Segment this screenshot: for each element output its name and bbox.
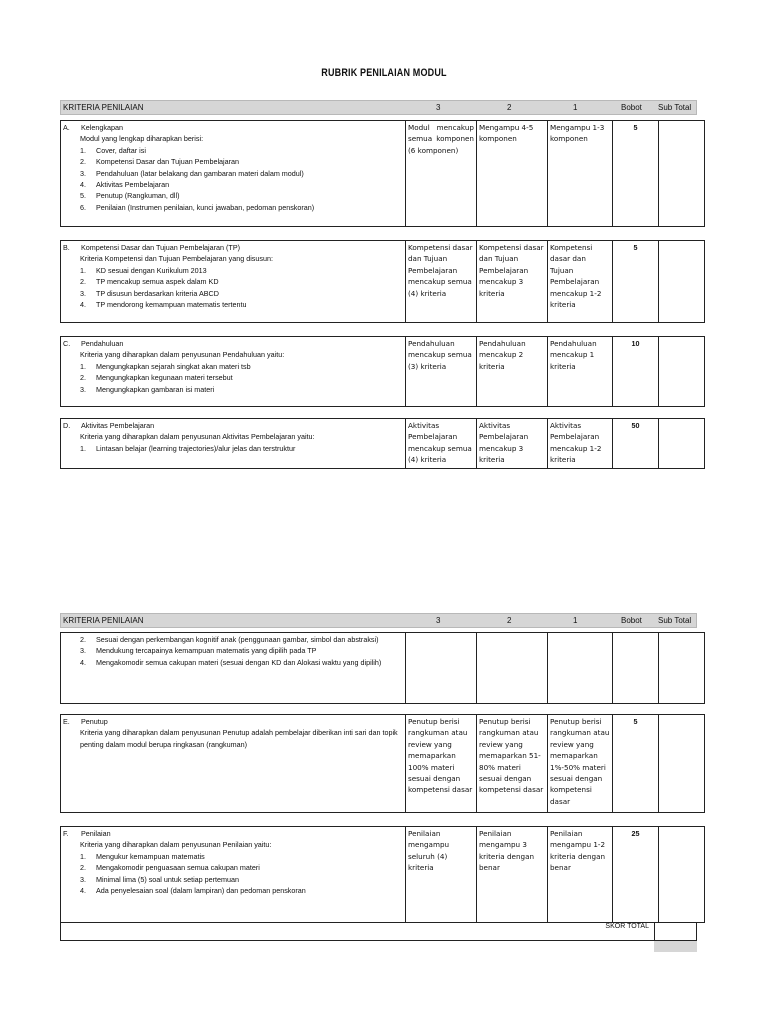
section-c-table — [60, 336, 705, 407]
list-number: 2. — [80, 863, 86, 873]
list-number: 4. — [80, 657, 86, 667]
list-text: Mengakomodir penguasaan semua cakupan materi — [96, 863, 260, 873]
bobot-value: 5 — [613, 241, 659, 323]
list-item — [80, 179, 403, 190]
list-number: 1. — [80, 145, 86, 155]
document-title: RUBRIK PENILAIAN MODUL — [321, 67, 447, 79]
score-2-description: Pendahuluan mencakup 2 kriteria — [477, 337, 548, 407]
criteria-list — [63, 851, 403, 897]
bobot-value: 50 — [613, 419, 659, 469]
skor-total-row — [60, 922, 697, 942]
header-score-3: 3 — [436, 103, 441, 112]
list-item — [80, 657, 403, 668]
list-text: Mendukung tercapainya kemampuan matematis yang dipilih pada TP — [96, 646, 317, 656]
list-item — [80, 145, 403, 156]
list-number: 2. — [80, 277, 86, 287]
header-score-3: 3 — [436, 616, 441, 625]
list-text: Mengakomodir semua cakupan materi (sesuai dengan KD dan Alokasi waktu yang dipilih) — [96, 657, 382, 667]
list-number: 1. — [80, 851, 86, 861]
score-2-description: Penilaian mengampu 3 kriteria dengan benar — [477, 827, 548, 923]
bobot-value: 10 — [613, 337, 659, 407]
list-number: 3. — [80, 384, 86, 394]
list-number: 4. — [80, 886, 86, 896]
header-score-2: 2 — [507, 103, 512, 112]
list-item — [80, 202, 403, 213]
table-header — [60, 613, 697, 628]
criteria-list — [63, 265, 403, 311]
list-number: 1. — [80, 361, 86, 371]
section-a-table — [60, 120, 705, 227]
list-text: TP mendorong kemampuan matematis tertentu — [96, 300, 247, 310]
list-text: Penilaian (Instrumen penilaian, kunci jawaban, pedoman penskoran) — [96, 202, 315, 212]
table-header — [60, 100, 697, 115]
section-letter: D. — [63, 421, 71, 430]
list-number: 2. — [80, 157, 86, 167]
section-b-table — [60, 240, 705, 323]
section-intro: Kriteria yang diharapkan dalam penyusunan Penilaian yaitu: — [80, 840, 272, 850]
score-3-description: Pendahuluan mencakup semua (3) kriteria — [406, 337, 477, 407]
criteria-cell — [61, 241, 406, 323]
list-item — [80, 299, 403, 310]
skor-total-box — [60, 922, 655, 941]
score-1-description: Aktivitas Pembelajaran mencakup 1-2 kriteria — [548, 419, 613, 469]
section-intro: Kriteria Kompetensi dan Tujuan Pembelajaran yang disusun: — [80, 254, 273, 264]
header-score-2: 2 — [507, 616, 512, 625]
subtotal-cell[interactable] — [659, 419, 705, 469]
section-title: Pendahuluan — [81, 339, 124, 348]
list-number: 3. — [80, 168, 86, 178]
score-3-description — [406, 633, 477, 704]
score-1-description: Mengampu 1-3 komponen — [548, 121, 613, 227]
subtotal-cell[interactable] — [659, 241, 705, 323]
criteria-cell — [61, 121, 406, 227]
list-text: Penutup (Rangkuman, dll) — [96, 191, 180, 201]
list-number: 1. — [80, 443, 86, 453]
score-2-description: Aktivitas Pembelajaran mencakup 3 kriteria — [477, 419, 548, 469]
list-item — [80, 634, 403, 645]
list-text: TP disusun berdasarkan kriteria ABCD — [96, 288, 219, 298]
criteria-cell — [61, 715, 406, 813]
skor-total-shade — [654, 941, 697, 952]
score-3-description: Aktivitas Pembelajaran mencakup semua (4) kriteria — [406, 419, 477, 469]
header-criteria: KRITERIA PENILAIAN — [63, 616, 144, 625]
score-1-description — [548, 633, 613, 704]
list-item — [80, 168, 403, 179]
list-text: KD sesuai dengan Kurikulum 2013 — [96, 265, 207, 275]
score-1-description: Kompetensi dasar dan Tujuan Pembelajaran mencakup 1-2 kriteria — [548, 241, 613, 323]
table-row — [61, 337, 705, 407]
table-row — [61, 241, 705, 323]
list-number: 1. — [80, 265, 86, 275]
criteria-list — [63, 443, 403, 454]
list-number: 3. — [80, 288, 86, 298]
section-intro: Kriteria yang diharapkan dalam penyusunan Aktivitas Pembelajaran yaitu: — [80, 432, 315, 442]
score-1-description: Pendahuluan mencakup 1 kriteria — [548, 337, 613, 407]
skor-total-value-cell[interactable] — [654, 922, 697, 941]
list-number: 4. — [80, 300, 86, 310]
section-title: Aktivitas Pembelajaran — [81, 421, 155, 430]
list-text: TP mencakup semua aspek dalam KD — [96, 277, 219, 287]
list-number: 3. — [80, 646, 86, 656]
table-row — [61, 827, 705, 923]
section-title: Penilaian — [81, 829, 111, 838]
subtotal-cell[interactable] — [659, 633, 705, 704]
list-text: Mengukur kemampuan matematis — [96, 851, 205, 861]
bobot-value — [613, 633, 659, 704]
section-letter: C. — [63, 339, 71, 348]
list-number: 2. — [80, 373, 86, 383]
section-e-table — [60, 714, 705, 813]
score-3-description: Penilaian mengampu seluruh (4) kriteria — [406, 827, 477, 923]
section-letter: F. — [63, 829, 69, 838]
list-text: Kompetensi Dasar dan Tujuan Pembelajaran — [96, 157, 240, 167]
subtotal-cell[interactable] — [659, 121, 705, 227]
list-item — [80, 851, 403, 862]
list-item — [80, 190, 403, 201]
list-number: 3. — [80, 874, 86, 884]
list-text: Aktivitas Pembelajaran — [96, 180, 170, 190]
section-letter: A. — [63, 123, 70, 132]
bobot-value: 25 — [613, 827, 659, 923]
score-2-description — [477, 633, 548, 704]
section-letter: B. — [63, 243, 70, 252]
list-text: Pendahuluan (latar belakang dan gambaran materi dalam modul) — [96, 168, 304, 178]
score-1-description: Penutup berisi rangkuman atau review yang memaparkan 1%-50% materi sesuai dengan kompetensi dasar — [548, 715, 613, 813]
table-row — [61, 633, 705, 704]
score-3-description: Modul mencakup semua komponen (6 komponen) — [406, 121, 477, 227]
list-text: Mengungkapkan gambaran isi materi — [96, 384, 215, 394]
subtotal-cell[interactable] — [659, 337, 705, 407]
section-letter: E. — [63, 717, 70, 726]
header-score-1: 1 — [573, 616, 578, 625]
list-text: Mengungkapkan sejarah singkat akan materi tsb — [96, 361, 251, 371]
criteria-cell — [61, 827, 406, 923]
list-number: 2. — [80, 635, 86, 644]
list-text: Ada penyelesaian soal (dalam lampiran) dan pedoman penskoran — [96, 886, 306, 896]
section-intro: Kriteria yang diharapkan dalam penyusunan Pendahuluan yaitu: — [80, 350, 285, 360]
list-number: 4. — [80, 180, 86, 190]
header-bobot: Bobot — [621, 103, 642, 112]
score-3-description: Penutup berisi rangkuman atau review yang memaparkan 100% materi sesuai dengan kompetensi dasar — [406, 715, 477, 813]
list-item — [80, 862, 403, 873]
list-text: Sesuai dengan perkembangan kognitif anak (penggunaan gambar, simbol dan abstraksi) — [96, 635, 379, 644]
section-f-table — [60, 826, 705, 923]
criteria-cell — [61, 633, 406, 704]
score-1-description: Penilaian mengampu 1-2 kriteria dengan benar — [548, 827, 613, 923]
list-item — [80, 288, 403, 299]
list-item — [80, 645, 403, 656]
score-3-description: Kompetensi dasar dan Tujuan Pembelajaran mencakup semua (4) kriteria — [406, 241, 477, 323]
table-row — [61, 121, 705, 227]
section-title: Penutup — [81, 717, 108, 726]
header-score-1: 1 — [573, 103, 578, 112]
bobot-value: 5 — [613, 715, 659, 813]
list-text: Lintasan belajar (learning trajectories)/alur jelas dan terstruktur — [96, 443, 296, 453]
criteria-list — [63, 634, 403, 668]
list-item — [80, 156, 403, 167]
criteria-cell — [61, 337, 406, 407]
section-title: Kelengkapan — [81, 123, 123, 132]
score-2-description: Kompetensi dasar dan Tujuan Pembelajaran mencakup 3 kriteria — [477, 241, 548, 323]
table-row — [61, 419, 705, 469]
section-d-continued-table — [60, 632, 705, 704]
list-item — [80, 265, 403, 276]
list-item — [80, 885, 403, 896]
skor-total-label: SKOR TOTAL — [605, 923, 649, 930]
subtotal-cell[interactable] — [659, 715, 705, 813]
list-text: Minimal lima (5) soal untuk setiap pertemuan — [96, 874, 240, 884]
list-number: 5. — [80, 191, 86, 201]
list-item — [80, 384, 403, 395]
criteria-list — [63, 361, 403, 395]
section-intro: Kriteria yang diharapkan dalam penyusunan Penutup adalah pembelajar diberikan inti sari dan topik penting dalam modul berupa ringkasan (rangkuman) — [80, 728, 398, 749]
header-subtotal: Sub Total — [658, 616, 692, 625]
criteria-list — [63, 145, 403, 213]
table-row — [61, 715, 705, 813]
header-criteria: KRITERIA PENILAIAN — [63, 103, 144, 112]
section-d-table — [60, 418, 705, 469]
list-item — [80, 361, 403, 372]
section-title: Kompetensi Dasar dan Tujuan Pembelajaran (TP) — [81, 243, 241, 252]
score-2-description: Mengampu 4-5 komponen — [477, 121, 548, 227]
list-text: Mengungkapkan kegunaan materi tersebut — [96, 373, 233, 383]
list-item — [80, 443, 403, 454]
score-2-description: Penutup berisi rangkuman atau review yang memaparkan 51-80% materi sesuai dengan kompetensi dasar — [477, 715, 548, 813]
section-intro: Modul yang lengkap diharapkan berisi: — [80, 134, 204, 144]
header-bobot: Bobot — [621, 616, 642, 625]
subtotal-cell[interactable] — [659, 827, 705, 923]
criteria-cell — [61, 419, 406, 469]
list-item — [80, 276, 403, 287]
list-item — [80, 874, 403, 885]
list-number: 6. — [80, 202, 86, 212]
list-item — [80, 372, 403, 383]
list-text: Cover, daftar isi — [96, 145, 146, 155]
bobot-value: 5 — [613, 121, 659, 227]
header-subtotal: Sub Total — [658, 103, 692, 112]
